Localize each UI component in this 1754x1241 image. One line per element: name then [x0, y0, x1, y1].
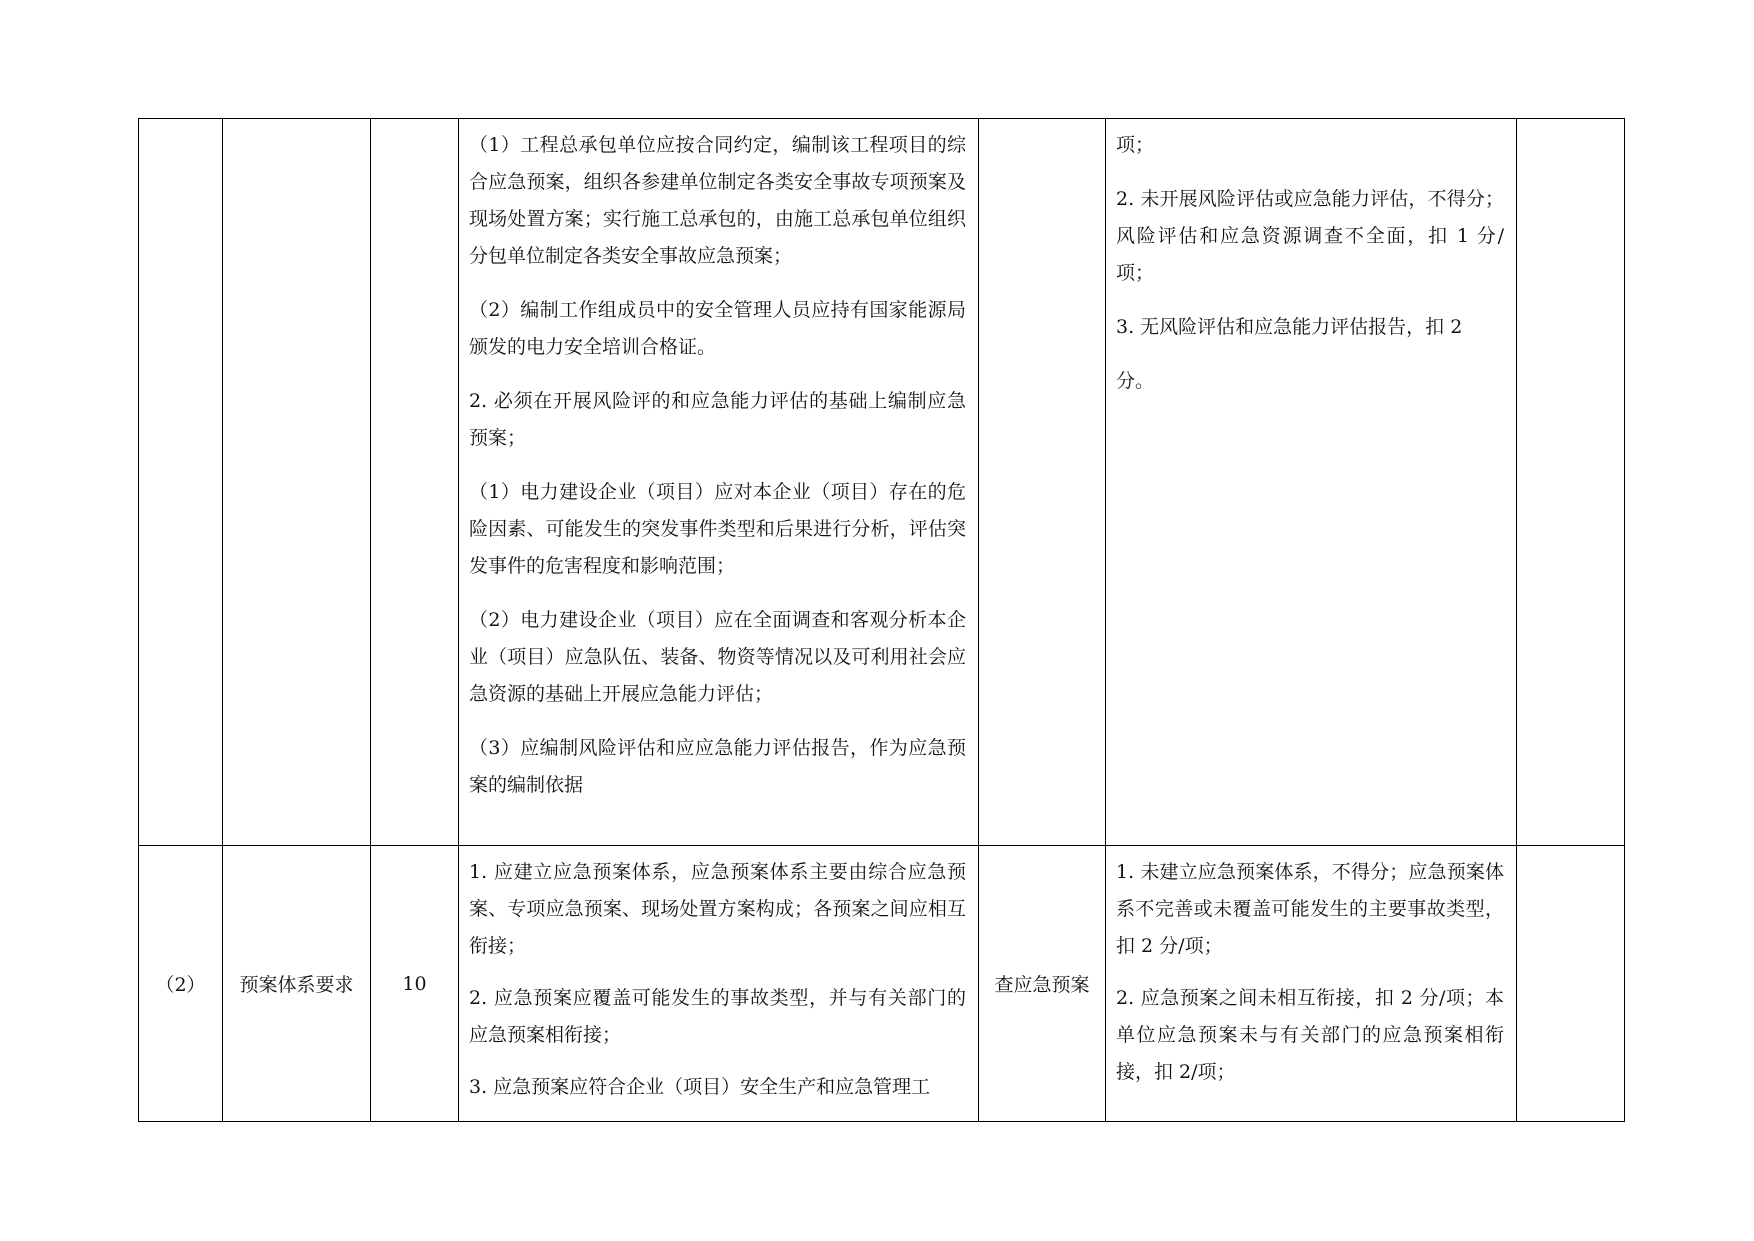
requirements-cell — [459, 846, 979, 1122]
item-name-cell: 预案体系要求 — [223, 846, 371, 1122]
requirement-paragraph: 2. 必须在开展风险评的和应急能力评估的基础上编制应急预案； — [469, 390, 966, 449]
remark-cell — [1517, 846, 1625, 1122]
scoring-paragraph: 2. 未开展风险评估或应急能力评估，不得分；风险评估和应急资源调查不全面，扣 1 分/项； — [1116, 188, 1504, 284]
remark-cell — [1517, 119, 1625, 846]
assessment-table — [138, 118, 1625, 1122]
requirement-paragraph: （2）电力建设企业（项目）应在全面调查和客观分析本企业（项目）应急队伍、装备、物资等情况以及可利用社会应急资源的基础上开展应急能力评估； — [469, 609, 966, 705]
score-cell: 10 — [371, 846, 459, 1122]
score-cell — [371, 119, 459, 846]
requirement-paragraph: 1. 应建立应急预案体系，应急预案体系主要由综合应急预案、专项应急预案、现场处置方案构成；各预案之间应相互衔接； — [469, 861, 966, 957]
requirements-cell — [459, 119, 979, 846]
scoring-paragraph: 3. 无风险评估和应急能力评估报告，扣 2 — [1116, 316, 1463, 338]
scoring-cell — [1106, 119, 1517, 846]
check-method-cell: 查应急预案 — [979, 846, 1106, 1122]
requirement-paragraph: （1）电力建设企业（项目）应对本企业（项目）存在的危险因素、可能发生的突发事件类型和后果进行分析，评估突发事件的危害程度和影响范围； — [469, 481, 966, 577]
row-number-cell — [139, 119, 223, 846]
requirement-paragraph: 2. 应急预案应覆盖可能发生的事故类型，并与有关部门的应急预案相衔接； — [469, 987, 966, 1046]
requirement-paragraph: （3）应编制风险评估和应应急能力评估报告，作为应急预案的编制依据 — [469, 737, 966, 796]
scoring-paragraph: 分。 — [1116, 370, 1155, 392]
requirement-paragraph: 3. 应急预案应符合企业（项目）安全生产和应急管理工 — [469, 1076, 931, 1098]
table-row — [139, 119, 1625, 846]
scoring-paragraph: 项； — [1116, 134, 1155, 156]
row-number-cell: （2） — [139, 846, 223, 1122]
scoring-paragraph: 1. 未建立应急预案体系，不得分；应急预案体系不完善或未覆盖可能发生的主要事故类型，扣 2 分/项； — [1116, 861, 1504, 957]
table-row — [139, 846, 1625, 1122]
scoring-cell — [1106, 846, 1517, 1122]
item-name-cell — [223, 119, 371, 846]
scoring-paragraph: 2. 应急预案之间未相互衔接，扣 2 分/项；本单位应急预案未与有关部门的应急预案相衔接，扣 2/项； — [1116, 987, 1504, 1083]
requirement-paragraph: （1）工程总承包单位应按合同约定，编制该工程项目的综合应急预案，组织各参建单位制定各类安全事故专项预案及现场处置方案；实行施工总承包的，由施工总承包单位组织分包单位制定各类安全事故应急预案； — [469, 134, 966, 267]
requirement-paragraph: （2）编制工作组成员中的安全管理人员应持有国家能源局颁发的电力安全培训合格证。 — [469, 299, 966, 358]
check-method-cell — [979, 119, 1106, 846]
